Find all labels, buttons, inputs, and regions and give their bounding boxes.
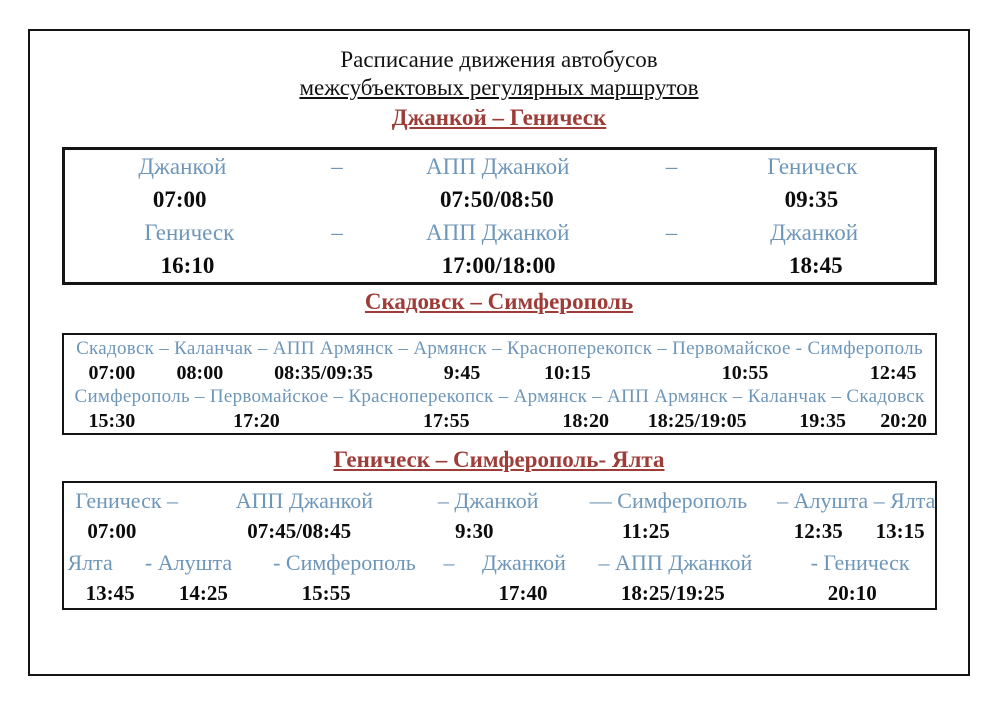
- stop-name: Джанкой: [770, 220, 859, 245]
- time-value: 20:20: [880, 410, 927, 432]
- stop-name: Геническ: [767, 154, 858, 179]
- schedule-table: [62, 333, 937, 435]
- times-line: [64, 516, 935, 547]
- stop-name: - Симферополь: [273, 550, 416, 575]
- route-dash: –: [665, 220, 678, 245]
- time-value: 20:10: [827, 581, 877, 605]
- stops-line: [64, 547, 935, 578]
- route-dash: –: [331, 220, 343, 245]
- stop-name: Геническ –: [75, 488, 179, 513]
- stop-name: АПП Джанкой: [235, 488, 374, 513]
- time-value: 9:30: [454, 519, 494, 543]
- stops-line: [64, 485, 935, 516]
- time-value: 18:25/19:05: [647, 410, 747, 432]
- route-heading: Геническ – Симферополь- Ялта: [333, 447, 665, 472]
- stop-name: – Джанкой: [437, 488, 539, 513]
- times-line: [64, 409, 935, 433]
- times-line: [65, 249, 934, 282]
- time-value: 9:45: [443, 362, 481, 384]
- schedule-table: [62, 481, 937, 610]
- time-value: 19:35: [799, 410, 846, 432]
- route-heading: Джанкой – Геническ: [391, 105, 607, 130]
- stop-name: Джанкой: [481, 550, 566, 575]
- time-value: 17:00/18:00: [441, 253, 556, 278]
- time-value: 15:55: [301, 581, 351, 605]
- time-value: 18:25/19:25: [620, 581, 725, 605]
- stop-name: АПП Джанкой: [426, 154, 570, 179]
- time-value: 12:35: [793, 519, 843, 543]
- time-value: 11:25: [621, 519, 670, 543]
- stop-name: - Геническ: [810, 550, 910, 575]
- stop-name: Джанкой: [138, 154, 227, 179]
- time-value: 10:55: [721, 362, 769, 384]
- time-value: 15:30: [88, 410, 136, 432]
- time-value: 18:45: [788, 253, 843, 278]
- stops-line: [64, 337, 935, 361]
- stop-name: – Ялта: [873, 488, 936, 513]
- time-value: 14:25: [178, 581, 228, 605]
- stop-name: Геническ: [144, 220, 235, 245]
- route-dash: –: [443, 550, 455, 575]
- stops-line: [64, 385, 935, 409]
- time-value: 07:50/08:50: [440, 187, 554, 212]
- schedule-sections: [30, 104, 968, 610]
- page-subtitle: межсубъектовых регулярных маршрутов: [299, 75, 699, 100]
- stop-name: Симферополь – Первомайское – Красноперекопск – Армянск – АПП Армянск – Каланчак – Скадовск: [74, 386, 925, 407]
- times-line: [64, 578, 935, 609]
- time-value: 16:10: [160, 253, 215, 278]
- page-frame: [28, 29, 970, 676]
- time-value: 13:45: [85, 581, 135, 605]
- time-value: 08:35/09:35: [274, 362, 373, 384]
- time-value: 18:20: [562, 410, 610, 432]
- route-heading: Скадовск – Симферополь: [364, 289, 634, 314]
- page-title: Расписание движения автобусов: [340, 47, 658, 72]
- stop-name: АПП Джанкой: [426, 220, 570, 245]
- route-dash: –: [331, 154, 343, 179]
- route-dash: –: [665, 154, 678, 179]
- stop-name: - Алушта: [144, 550, 233, 575]
- stops-line: [65, 150, 934, 183]
- time-value: 10:15: [544, 362, 591, 384]
- time-value: 07:45/08:45: [247, 519, 352, 543]
- times-line: [64, 361, 935, 385]
- stop-name: – Алушта: [777, 488, 869, 513]
- schedule-table: [62, 147, 937, 285]
- time-value: 07:00: [152, 187, 207, 212]
- time-value: 08:00: [176, 362, 224, 384]
- time-value: 07:00: [87, 519, 137, 543]
- time-value: 17:20: [233, 410, 280, 432]
- time-value: 07:00: [88, 362, 136, 384]
- stops-line: [65, 216, 934, 249]
- time-value: 09:35: [784, 187, 839, 212]
- time-value: 17:55: [423, 410, 470, 432]
- time-value: 13:15: [875, 519, 925, 543]
- stop-name: – АПП Джанкой: [598, 550, 753, 575]
- times-line: [65, 183, 934, 216]
- stop-name: — Симферополь: [589, 488, 748, 513]
- stop-name: Скадовск – Каланчак – АПП Армянск – Армянск – Красноперекопск – Первомайское - Симферополь: [76, 338, 923, 359]
- stop-name: Ялта: [67, 550, 113, 575]
- time-value: 12:45: [869, 362, 917, 384]
- time-value: 17:40: [498, 581, 548, 605]
